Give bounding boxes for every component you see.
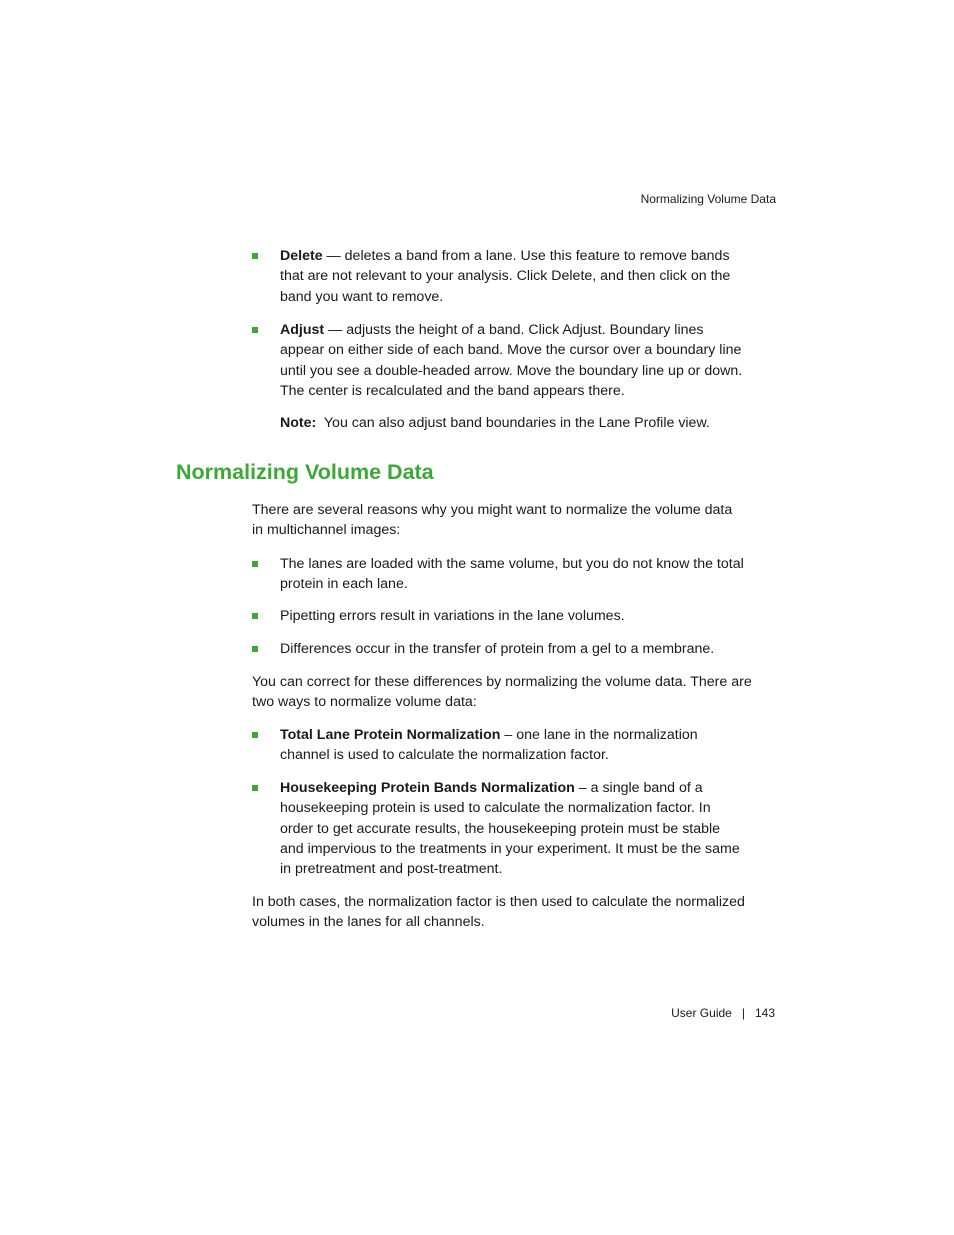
list-item-separator: — xyxy=(322,248,345,264)
list-item-delete xyxy=(252,246,732,307)
bullet-square-icon xyxy=(252,253,258,259)
footer-guide-label: User Guide xyxy=(671,1006,732,1020)
note-text: You can also adjust band boundaries in the Lane Profile view. xyxy=(316,415,710,431)
list-item-reason xyxy=(252,639,752,659)
list-item-text xyxy=(280,725,747,766)
section-intro: There are several reasons why you might want to normalize the volume data in multichannel images: xyxy=(252,502,733,539)
list-item-text xyxy=(280,246,732,307)
bullet-square-icon xyxy=(252,327,258,333)
bullet-square-icon xyxy=(252,613,258,619)
bullet-square-icon xyxy=(252,732,258,738)
page-footer xyxy=(671,1006,775,1020)
list-item-description: adjusts the height of a band. Click Adjust. Boundary lines appear on either side of each band. Move the cursor over a boundary line until you see a double-headed arrow. Move the boundary line up or down. The center is recalculated and the band appears there. xyxy=(280,322,743,399)
list-item-text xyxy=(280,320,747,401)
list-item-separator: — xyxy=(324,322,347,338)
list-item-term: Housekeeping Protein Bands Normalization xyxy=(280,780,575,796)
list-item-text: The lanes are loaded with the same volume, but you do not know the total protein in each lane. xyxy=(280,556,744,593)
list-item-adjust xyxy=(252,320,747,401)
list-item-method xyxy=(252,778,747,879)
list-item-reason xyxy=(252,554,747,595)
note xyxy=(280,413,750,433)
section-conclusion: In both cases, the normalization factor is then used to calculate the normalized volumes in the lanes for all channels. xyxy=(252,894,745,931)
list-item-description: – a single band of a housekeeping protein is used to calculate the normalization factor. In order to get accurate results, the housekeeping protein must be stable and impervious to the treatments in your experiment. It must be the same in pretreatment and post-treatment. xyxy=(280,780,740,878)
list-item-term: Delete xyxy=(280,248,323,264)
list-item-description: – one lane in the normalization channel is used to calculate the normalization factor. xyxy=(280,727,698,764)
note-label: Note: xyxy=(280,415,317,431)
list-item-term: Total Lane Protein Normalization xyxy=(280,727,501,743)
list-item-description: deletes a band from a lane. Use this feature to remove bands that are not relevant to your analysis. Click Delete, and then click on the band you want to remove. xyxy=(280,248,731,305)
list-item-text: Pipetting errors result in variations in the lane volumes. xyxy=(280,608,625,624)
list-item-term: Adjust xyxy=(280,322,325,338)
running-header: Normalizing Volume Data xyxy=(640,192,776,206)
bullet-square-icon xyxy=(252,785,258,791)
page-number: 143 xyxy=(754,1006,775,1020)
footer-separator: | xyxy=(741,1006,745,1020)
list-item-text xyxy=(280,778,747,879)
section-correction: You can correct for these differences by normalizing the volume data. There are two ways to normalize volume data: xyxy=(252,674,752,711)
section-heading: Normalizing Volume Data xyxy=(176,460,434,484)
list-item-text: Differences occur in the transfer of protein from a gel to a membrane. xyxy=(280,641,715,657)
list-item-reason xyxy=(252,606,752,626)
list-item-method xyxy=(252,725,747,766)
bullet-square-icon xyxy=(252,561,258,567)
bullet-square-icon xyxy=(252,646,258,652)
